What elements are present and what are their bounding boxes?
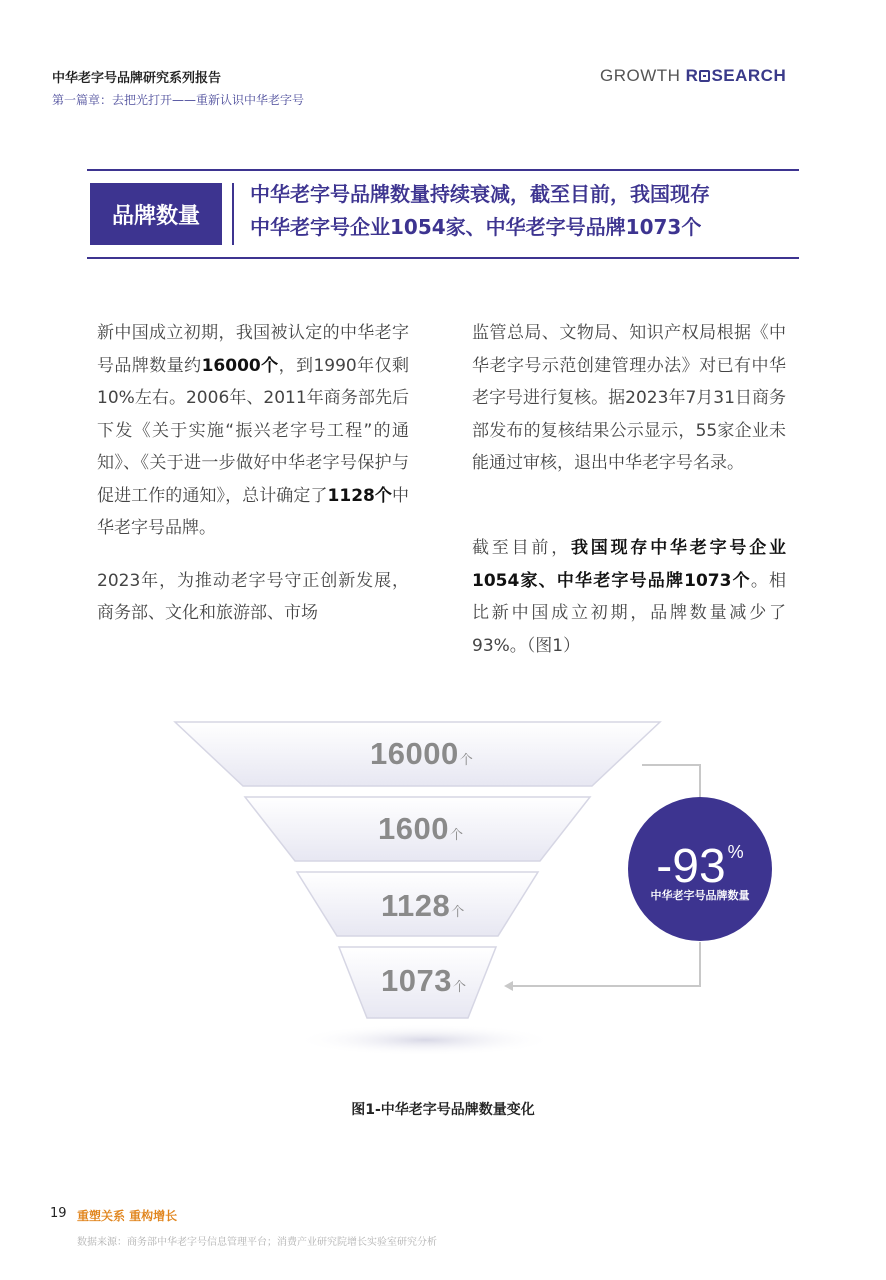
logo-text-right: SEARCH <box>711 66 787 85</box>
headline-line-1: 中华老字号品牌数量持续衰减，截至目前，我国现存 <box>250 182 710 206</box>
change-badge <box>628 797 772 941</box>
paragraph-2: 2023年，为推动老字号守正创新发展，商务部、文化和旅游部、市场 <box>97 570 409 623</box>
tier-label-3: 1128个 <box>381 888 465 923</box>
paragraph-2-continued: 监管总局、文物局、知识产权局根据《中华老字号示范创建管理办法》对已有中华老字号进行复核。据2023年7月31日商务部发布的复核结果公示显示，55家企业未能通过审核，退出中华老字号名录。 <box>472 323 786 473</box>
brand-logo <box>600 66 786 86</box>
figure-caption: 图1-中华老字号品牌数量变化 <box>351 1102 535 1118</box>
tier-label-1: 16000个 <box>370 736 474 771</box>
logo-text-r: R <box>685 66 699 85</box>
paragraph-1: 新中国成立初期，我国被认定的中华老字号品牌数量约16000个，到1990年仅剩10%左右。2006年、2011年商务部先后下发《关于实施“振兴老字号工程”的通知》、《关于进一步做好中华老字号保护与促进工作的通知》，总计确定了1128个中华老字号品牌。 <box>97 323 410 538</box>
section-bottom-rule <box>87 257 799 259</box>
section-tag: 品牌数量 <box>90 183 222 245</box>
footer-slogan: 重塑关系 重构增长 <box>77 1209 178 1223</box>
logo-e-mark-icon <box>699 70 710 82</box>
connector-line-bottom <box>512 942 700 986</box>
chapter-subtitle: 第一篇章：去把光打开——重新认识中华老字号 <box>52 93 305 107</box>
data-source: 数据来源：商务部中华老字号信息管理平台；消费产业研究院增长实验室研究分析 <box>77 1237 437 1248</box>
funnel-shadow <box>295 1024 555 1056</box>
body-column-left <box>97 317 409 630</box>
headline-line-2: 中华老字号企业1054家、中华老字号品牌1073个 <box>250 215 702 239</box>
connector-line-top <box>642 765 700 798</box>
paragraph-3: 截至目前，我国现存中华老字号企业1054家、中华老字号品牌1073个。相比新中国成立初期，品牌数量减少了93%。（图1） <box>472 538 786 656</box>
logo-text-left: GROWTH <box>600 66 681 85</box>
change-value: -93 % <box>656 840 744 893</box>
tier-label-4: 1073个 <box>381 963 467 998</box>
body-column-right <box>472 317 786 662</box>
change-caption: 中华老字号品牌数量 <box>650 889 750 902</box>
page-number: 19 <box>50 1206 67 1221</box>
tier-label-2: 1600个 <box>378 811 464 846</box>
section-headline <box>250 178 798 244</box>
section-top-rule <box>87 169 799 171</box>
arrow-head-icon <box>504 981 513 991</box>
section-divider <box>232 183 234 245</box>
report-title: 中华老字号品牌研究系列报告 <box>52 71 222 86</box>
